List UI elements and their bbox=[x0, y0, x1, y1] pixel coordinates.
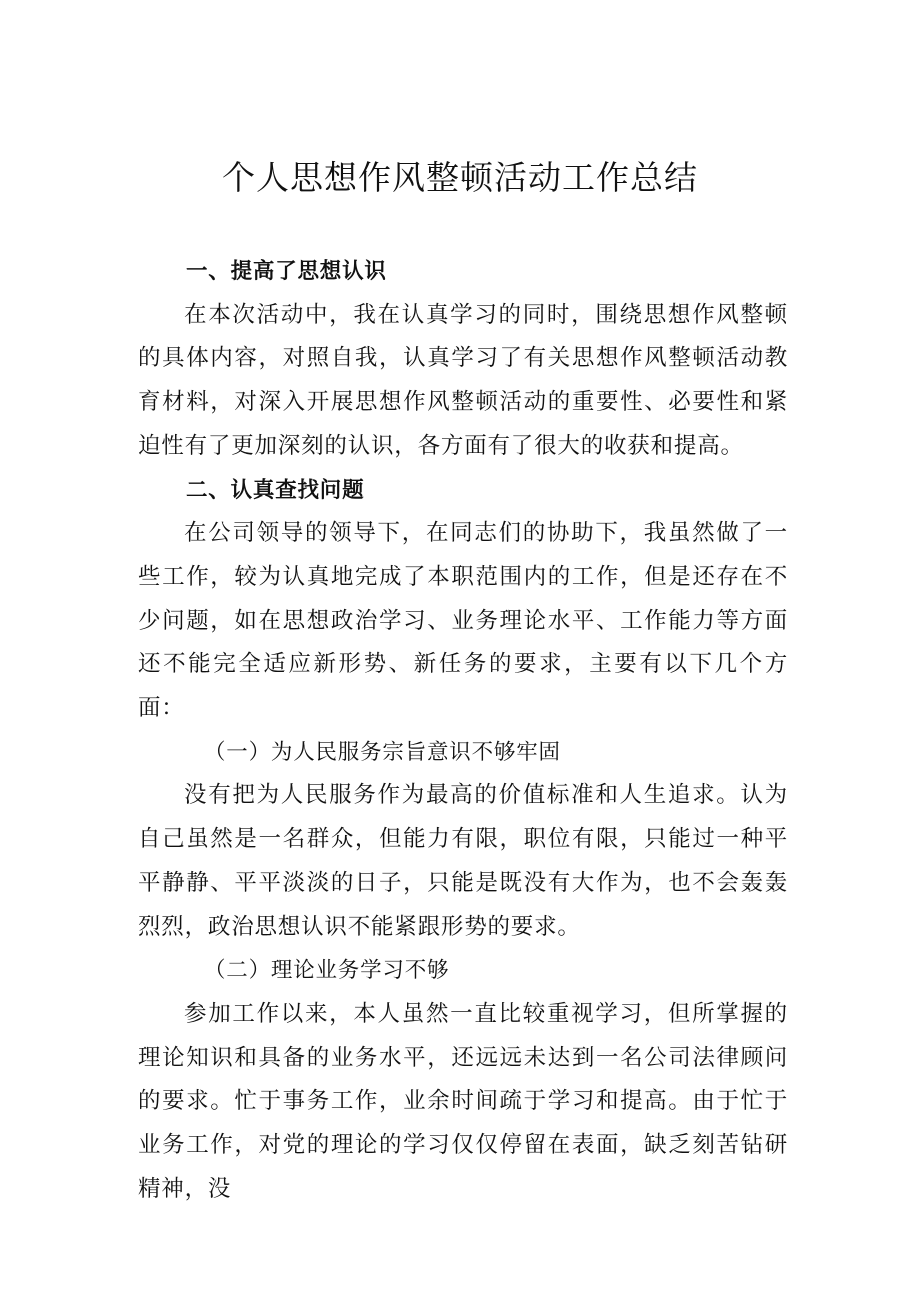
subsection-1-paragraph: 没有把为人民服务作为最高的价值标准和人生追求。认为自己虽然是一名群众，但能力有限，职位有限，只能过一种平平静静、平平淡淡的日子，只能是既没有大作为，也不会轰轰烈烈，政治思想认识不能紧跟形势的要求。 bbox=[138, 782, 788, 940]
subsection-2-paragraph: 参加工作以来，本人虽然一直比较重视学习，但所掌握的理论知识和具备的业务水平，还远远未达到一名公司法律顾问的要求。忙于事务工作，业余时间疏于学习和提高。由于忙于业务工作，对党的理论的学习仅仅停留在表面，缺乏刻苦钻研精神，没 bbox=[138, 1000, 788, 1202]
document-title: 个人思想作风整顿活动工作总结 bbox=[222, 158, 698, 197]
section-1-paragraph: 在本次活动中，我在认真学习的同时，围绕思想作风整顿的具体内容，对照自我，认真学习了有关思想作风整顿活动教育材料，对深入开展思想作风整顿活动的重要性、必要性和紧迫性有了更加深刻的认识，各方面有了很大的收获和提高。 bbox=[138, 301, 788, 459]
section-heading-1: 一、提高了思想认识 bbox=[186, 259, 387, 284]
document-body bbox=[138, 250, 788, 1211]
section-heading-2: 二、认真查找问题 bbox=[186, 477, 365, 503]
subsection-heading-2: （二）理论业务学习不够 bbox=[204, 958, 450, 984]
subsection-heading-1: （一）为人民服务宗旨意识不够牢固 bbox=[204, 739, 561, 765]
section-2-paragraph: 在公司领导的领导下，在同志们的协助下，我虽然做了一些工作，较为认真地完成了本职范围内的工作，但是还存在不少问题，如在思想政治学习、业务理论水平、工作能力等方面还不能完全适应新形势、新任务的要求，主要有以下几个方面： bbox=[138, 520, 788, 722]
